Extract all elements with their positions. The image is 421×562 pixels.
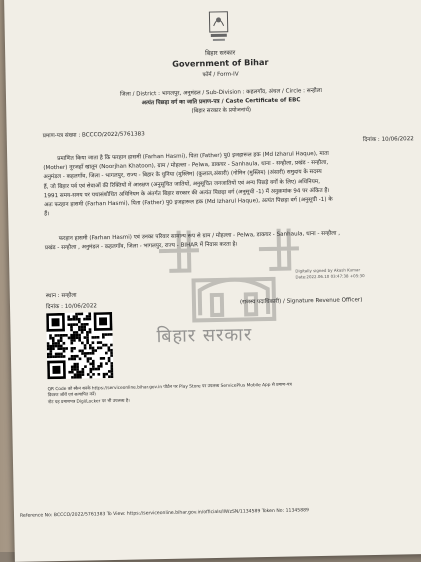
verification-qr-code[interactable]: [46, 312, 113, 379]
certificate-body-paragraph: [43, 148, 414, 220]
body-line: प्रखंड - सन्हौला , अनुमंडल - कहलगाँव, जिला - भागलपुर, राज्य - BIHAR में निवास करता है।: [44, 241, 238, 252]
state-name-english: Government of Bihar: [172, 56, 269, 69]
signature-date: Date:2022.06.10 03:47:38 +05:30: [295, 272, 365, 279]
verification-notes: [48, 382, 338, 407]
note-line: QR Code को स्कैन करके https://serviceonline.bihar.gov.in पोर्टल पर Play Store पर उपलब्ध ServicePlus Mobile App से प्रमाण-पत्र: [47, 382, 292, 393]
officer-signature-label: (राजस्व पदाधिकारी) / Signature Revenue Officer): [239, 297, 363, 306]
reference-footer: Reference No: BCCCO/2022/5761383 To View: https://serviceonline.bihar.gov.in/officials/IlWzSN/1134589 Token No: 11345889: [19, 508, 310, 519]
certificate-subtitle: (बिहार सरकार के प्रयोजनार्थ): [191, 107, 252, 115]
digital-signature-block: [295, 267, 364, 279]
body-line: अनुमंडल - कहलगाँव, जिला - भागलपुर, राज्य - बिहार के धुनिया (मुस्लिम) (कुलाल,अंसारी) (नोमिन (मुस्लिम) (अंसारी) समुदाय के सदस्य: [43, 169, 322, 181]
body-line: फरहान हासमी (Farhan Hasmi) एवं उनका परिवार सामान्य रूप से ग्राम / मोहल्ला - Pelwa, डाकघर - Sanhaula, थाना - सन्हौला ,: [58, 230, 341, 242]
state-emblem-icon: [203, 6, 234, 49]
location-line: जिला / District : भागलपुर, अनुमंडल / Sub-Division : कहलगाँव, अंचल / Circle : सन्हौला: [119, 87, 322, 98]
body-line: हैं।: [44, 211, 50, 218]
note-line: नोट यह प्रमाणपत्र Digi/Locker पर भी उपलब्ध है।: [47, 398, 130, 406]
body-line: प्रमाणित किया जाता है कि फरहान हासमी (Farhan Hasmi), पिता (Father) पु0 इजहारूल हक (Md Izharul Haque), माता: [57, 150, 329, 163]
body-line: 1991 समय-समय पर यथासंशोधित अधिनियम के अंतर्गत बिहार सरकार की अत्यंत पिछड़ा वर्ग (अनुसूची -1) में अनुक्रमांक 94 पर अंकित हैं।: [43, 187, 330, 200]
certificate-document: [4, 0, 421, 562]
state-name-hindi: बिहार सरकार: [205, 49, 236, 58]
issue-date-label: दिनांक : 10/06/2022: [45, 303, 98, 311]
certificate-title: अत्यंत पिछड़ा वर्ग का जाति प्रमाण-पत्र / Caste Certificate of EBC: [141, 97, 301, 107]
form-number: फॉर्म / Form-IV: [202, 71, 239, 79]
certificate-number: प्रमाण-पत्र संख्या : BCCCO/2022/5761383: [42, 131, 145, 140]
signature-signer: Digitally signed by Akash Kumar: [295, 267, 361, 274]
note-line: विवरण जाँचें एवं सत्यापित करें।: [47, 392, 97, 399]
body-line: अतः फरहान हासमी (Farhan Hasmi), पिता (Father) पु0 इजहारूल हक (Md Izharul Haque), अत्यंत पिछड़ा वर्ग (अनुसूची -1) के: [44, 196, 333, 209]
certificate-date: दिनांक : 10/06/2022: [362, 136, 414, 144]
body-line: हैं, जो बिहार पर्व एवं सेवाओं की रिक्तियों में आरक्षण (अनुसूचित जातियों, अनुसूचित जनजातियों एवं अन्य पिछड़े वर्गों के लिए) अधिनियम,: [43, 178, 321, 190]
bihar-sarkar-logo-text: बिहार सरकार: [156, 324, 253, 348]
body-line: (Mother) नूरजहाँ खातून (Noorjhan Khatoon), ग्राम / मोहल्ला - Pelwa, डाकघर - Sanhaula, थाना - सन्हौला, प्रखंड - सन्हौला,: [43, 160, 329, 172]
place-label: स्थान : सन्हौला: [45, 292, 77, 300]
